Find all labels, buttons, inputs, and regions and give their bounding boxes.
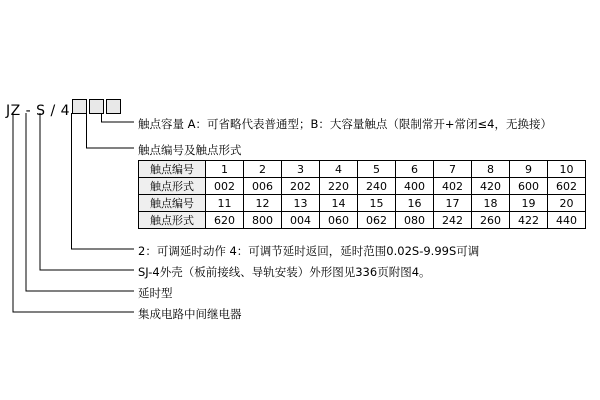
table-cell: 18 bbox=[472, 195, 510, 212]
table-cell: 620 bbox=[206, 212, 244, 229]
callout-contact-capacity: 触点容量 A：可省略代表普通型；B：大容量触点（限制常开+常闭≤4，无换接） bbox=[138, 117, 552, 131]
table-row bbox=[139, 161, 586, 178]
table-cell: 006 bbox=[244, 178, 282, 195]
table-cell: 060 bbox=[320, 212, 358, 229]
table-cell: 12 bbox=[244, 195, 282, 212]
table-cell: 420 bbox=[472, 178, 510, 195]
table-cell: 17 bbox=[434, 195, 472, 212]
table-cell: 260 bbox=[472, 212, 510, 229]
callout-shell-type: SJ-4外壳（板前接线、导轨安装）外形图见336页附图4。 bbox=[138, 265, 431, 279]
contact-table bbox=[138, 160, 586, 229]
table-cell: 19 bbox=[510, 195, 548, 212]
table-cell: 402 bbox=[434, 178, 472, 195]
table-cell: 20 bbox=[548, 195, 586, 212]
table-row-label: 触点编号 bbox=[139, 161, 206, 178]
table-cell: 6 bbox=[396, 161, 434, 178]
table-row bbox=[139, 195, 586, 212]
table-cell: 004 bbox=[282, 212, 320, 229]
table-cell: 15 bbox=[358, 195, 396, 212]
contact-table-wrap bbox=[138, 160, 586, 229]
callout-contact-number-form: 触点编号及触点形式 bbox=[138, 143, 242, 157]
table-cell: 5 bbox=[358, 161, 396, 178]
table-cell: 4 bbox=[320, 161, 358, 178]
table-cell: 7 bbox=[434, 161, 472, 178]
callout-delay-type: 延时型 bbox=[138, 286, 173, 300]
table-cell: 422 bbox=[510, 212, 548, 229]
table-cell: 3 bbox=[282, 161, 320, 178]
table-cell: 13 bbox=[282, 195, 320, 212]
table-cell: 1 bbox=[206, 161, 244, 178]
table-cell: 10 bbox=[548, 161, 586, 178]
table-cell: 8 bbox=[472, 161, 510, 178]
callout-delay-action: 2：可调延时动作 4：可调节延时返回，延时范围0.02S-9.99S可调 bbox=[138, 244, 480, 258]
callout-relay-type: 集成电路中间继电器 bbox=[138, 307, 242, 321]
table-cell: 062 bbox=[358, 212, 396, 229]
table-cell: 242 bbox=[434, 212, 472, 229]
table-cell: 14 bbox=[320, 195, 358, 212]
table-cell: 16 bbox=[396, 195, 434, 212]
table-row bbox=[139, 212, 586, 229]
table-cell: 2 bbox=[244, 161, 282, 178]
table-cell: 400 bbox=[396, 178, 434, 195]
table-cell: 240 bbox=[358, 178, 396, 195]
table-row bbox=[139, 178, 586, 195]
table-cell: 800 bbox=[244, 212, 282, 229]
table-cell: 602 bbox=[548, 178, 586, 195]
table-cell: 440 bbox=[548, 212, 586, 229]
table-cell: 600 bbox=[510, 178, 548, 195]
table-cell: 202 bbox=[282, 178, 320, 195]
table-cell: 080 bbox=[396, 212, 434, 229]
table-cell: 002 bbox=[206, 178, 244, 195]
table-cell: 11 bbox=[206, 195, 244, 212]
table-row-label: 触点形式 bbox=[139, 212, 206, 229]
model-code-text: JZ - S / 4 bbox=[6, 103, 71, 119]
table-cell: 220 bbox=[320, 178, 358, 195]
table-cell: 9 bbox=[510, 161, 548, 178]
table-row-label: 触点编号 bbox=[139, 195, 206, 212]
table-row-label: 触点形式 bbox=[139, 178, 206, 195]
